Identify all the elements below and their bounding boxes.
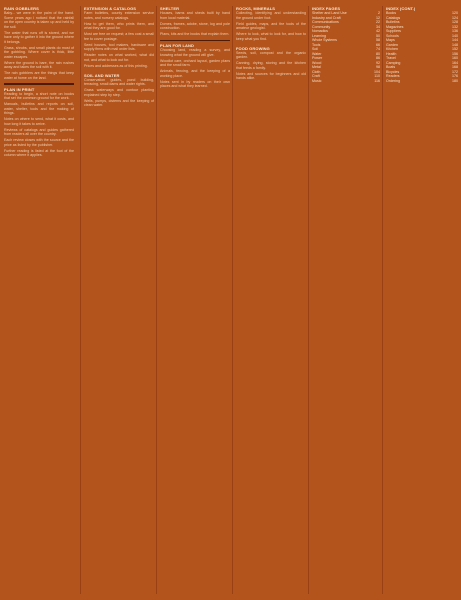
index-heading: INDEX (CONT.) <box>386 6 416 11</box>
index-page: 58 <box>376 38 380 42</box>
index-page: 140 <box>452 33 458 38</box>
paragraph: Canning, drying, storing and the kitchen that feeds a family. <box>236 61 306 70</box>
section-body <box>160 48 230 89</box>
paragraph: Animals, fencing, and the keeping of a working place. <box>160 69 230 78</box>
section-heading: PLAN IN PRINT <box>4 86 35 92</box>
index-page: 136 <box>452 29 458 33</box>
index-page: 160 <box>452 56 458 60</box>
index-list <box>386 11 458 83</box>
column-2 <box>80 6 154 594</box>
index-label: Travel <box>386 56 396 60</box>
index-page: 66 <box>376 42 380 47</box>
index-entry <box>386 79 458 84</box>
column-6-index <box>382 6 458 594</box>
paragraph: Farm bulletins, county extension service notes, and nursery catalogs. <box>84 11 154 20</box>
paragraph: Reviews of catalogs and guides gathered from readers all over the country. <box>4 127 74 137</box>
column-5-index <box>308 6 380 594</box>
paragraph: Reading to begin, a short note on books that set the common ground for the work. <box>4 91 74 101</box>
section-body <box>4 92 74 158</box>
index-label: Shelter and Land Use <box>312 11 347 15</box>
index-label: Nomadics <box>312 29 328 33</box>
paragraph: Conservation guides, pond building, terracing, small dams and water rights. <box>84 77 154 86</box>
index-page: 104 <box>374 69 380 74</box>
index-label: Maps <box>386 38 395 42</box>
index-page: 176 <box>452 74 458 78</box>
paragraph: Most are free on request; a few cost a small fee to cover postage. <box>84 32 154 41</box>
paragraph: Collecting, identifying and understanding the ground under foot. <box>236 11 306 20</box>
paragraph: Choosing land, reading a survey, and knowing what the ground will give. <box>160 48 230 57</box>
section-heading: PLAN FOR LAND <box>160 43 194 49</box>
paragraph: Notes sent in by readers on their own places and what they learned. <box>160 79 230 89</box>
section-heading: SOIL AND WATER <box>84 72 120 78</box>
index-label: Bulletins <box>386 20 400 24</box>
index-page: 132 <box>452 24 458 29</box>
paragraph: Houses, barns and sheds built by hand from local material. <box>160 11 230 20</box>
paragraph: Woodlot care, orchard layout, garden plans and the small farm. <box>160 58 230 68</box>
index-page: 98 <box>376 65 380 69</box>
section-body <box>84 78 154 108</box>
index-page: 156 <box>452 51 458 56</box>
paragraph: Seeds, soil, compost and the organic garden. <box>236 50 306 59</box>
section-heading: EXTENSION & CATALOGS <box>84 6 137 11</box>
section-body <box>84 11 154 68</box>
paragraph: The water that runs off is stored, and we have only to gather it into the ground where it belongs. <box>4 30 74 44</box>
index-page: 168 <box>452 65 458 69</box>
section-body <box>4 11 74 80</box>
paragraph: Where to look, what to look for, and how to keep what you find. <box>236 32 306 41</box>
index-label: Suppliers <box>386 29 401 33</box>
index-label: Tools <box>312 42 321 47</box>
index-label: Craft <box>312 74 320 78</box>
index-label: Health <box>386 51 397 56</box>
paragraph: Domes, frames, adobe, stone, log and pole construction. <box>160 21 230 30</box>
index-page: 128 <box>452 20 458 24</box>
index-label: Learning <box>312 33 326 38</box>
section-heading: ROCKS, MINERALS <box>236 6 276 11</box>
index-entry <box>312 79 380 84</box>
index-page: 120 <box>452 11 458 15</box>
index-page: 22 <box>376 20 380 24</box>
index-label: Magazines <box>386 24 404 29</box>
column-3 <box>156 6 230 594</box>
index-page: 152 <box>452 47 458 51</box>
paragraph: Prices and addresses as of this printing. <box>84 63 148 68</box>
section-heading: SHELTER <box>160 6 180 11</box>
index-page: 164 <box>452 60 458 65</box>
index-page: 12 <box>376 15 380 20</box>
index-label: Kitchen <box>386 47 398 51</box>
index-page: 172 <box>452 69 458 74</box>
index-label: Cloth <box>312 69 321 74</box>
paragraph: Notes on where to send, what it costs, and how long it takes to arrive. <box>4 117 74 126</box>
paragraph: Seed houses, tool makers, hardware and supply firms with mail order lists. <box>84 42 154 51</box>
index-page: 50 <box>376 33 380 38</box>
index-page: 148 <box>452 42 458 47</box>
index-label: Boats <box>386 65 396 69</box>
index-label: Bicycles <box>386 69 400 74</box>
paragraph: Field guides, maps, and the tools of the amateur geologist. <box>236 21 306 30</box>
index-page: 110 <box>374 74 380 78</box>
index-page: 86 <box>376 56 380 60</box>
paragraph: Reader notes on what worked, what did not, and what to look out for. <box>84 53 154 62</box>
index-page: 144 <box>452 38 458 42</box>
index-list <box>312 11 380 83</box>
index-label: Catalogs <box>386 15 401 20</box>
paragraph: Each review closes with the source and the price as listed by the publisher. <box>4 138 74 147</box>
index-label: Communications <box>312 20 339 24</box>
index-page: 74 <box>376 47 380 51</box>
section-body <box>236 11 306 41</box>
column-4 <box>232 6 306 594</box>
index-page: 180 <box>452 78 458 83</box>
section-body <box>236 51 306 81</box>
index-label: Books <box>386 11 396 15</box>
paragraph: Baby... we were in the palm of the hand. Some years ago I noticed that the rainfall on the open country is taken up and held by the soil. <box>4 11 74 29</box>
index-label: Industry and Craft <box>312 15 341 20</box>
index-heading: INDEX PAGES <box>312 6 341 11</box>
paragraph: Notes and sources for beginners and old hands alike. <box>236 71 306 80</box>
paragraph: Wells, pumps, cisterns and the keeping of clean water. <box>84 98 154 107</box>
index-label: Soil <box>312 47 318 51</box>
index-label: Readers <box>386 74 400 78</box>
index-label: Ordering <box>386 78 400 83</box>
index-page: 80 <box>376 51 380 56</box>
paragraph: Plans, kits and the books that explain them. <box>160 32 230 36</box>
index-label: Schools <box>386 33 399 38</box>
index-page: 2 <box>378 11 380 15</box>
index-page: 34 <box>376 24 380 29</box>
index-page: 42 <box>376 29 380 33</box>
index-label: Whole Systems <box>312 38 337 42</box>
index-label: Community <box>312 24 331 29</box>
index-label: Camping <box>386 60 401 65</box>
paragraph: Manuals, bulletins and reports on soil, water, shelter, tools and the making of things. <box>4 102 74 116</box>
section-heading: FOOD GROWING <box>236 45 270 51</box>
paragraph: Grass, shrubs, and small plants do most of the gobbling. Where cover is thick, little water escapes. <box>4 45 74 59</box>
paragraph: Where the ground is bare, the rain rushes away and takes the soil with it. <box>4 60 74 69</box>
index-page: 92 <box>376 60 380 65</box>
paragraph: The rain gobblers are the things that keep water at home on the land. <box>4 71 74 80</box>
section-body <box>160 11 230 37</box>
paragraph: How to get them, who prints them, and what they are good for. <box>84 21 154 30</box>
paragraph: Further reading is listed at the foot of the column where it applies. <box>4 148 74 158</box>
index-label: Wood <box>312 60 322 65</box>
section-divider <box>4 83 74 85</box>
index-label: Metal <box>312 65 321 69</box>
index-label: Garden <box>386 42 398 47</box>
section-divider <box>160 40 230 42</box>
index-page: 116 <box>374 78 380 83</box>
index-label: Music <box>312 78 322 83</box>
paragraph: Grass waterways and contour planting explained step by step. <box>84 88 154 97</box>
index-page: 124 <box>452 15 458 20</box>
index-label: Power <box>312 56 323 60</box>
index-label: Water <box>312 51 322 56</box>
section-heading: RAIN GOBBLERS <box>4 6 39 11</box>
column-1 <box>4 6 74 594</box>
